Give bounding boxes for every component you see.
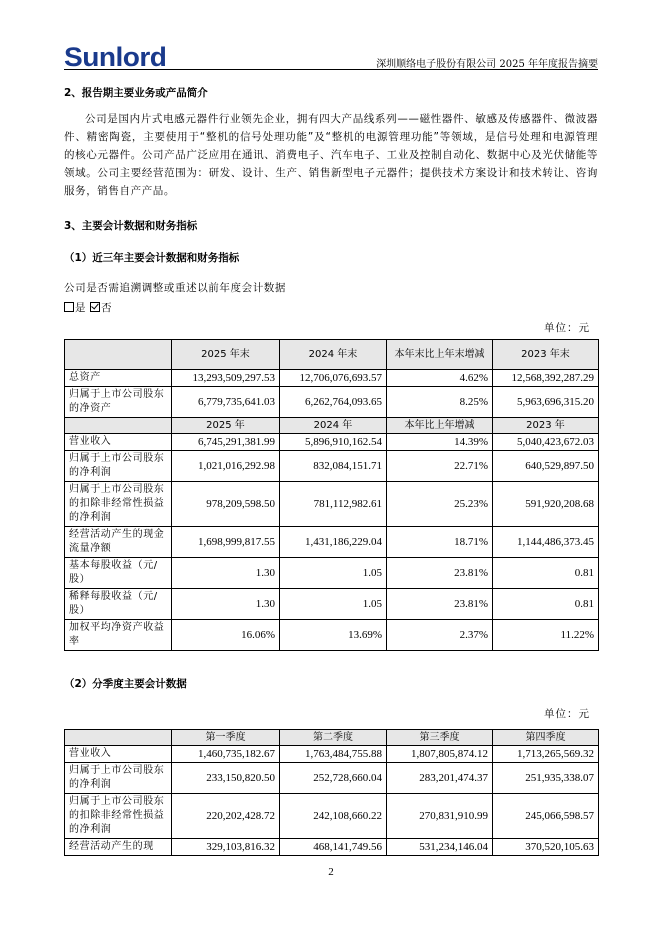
page-number: 2 <box>328 866 334 878</box>
table-cell: 12,706,076,693.57 <box>280 370 387 387</box>
row-label: 稀释每股收益（元/股） <box>65 589 172 620</box>
table-cell: 13.69% <box>280 620 387 651</box>
table-cell: 6,745,291,381.99 <box>172 434 280 451</box>
table-header-row <box>65 418 599 434</box>
column-header <box>65 418 172 434</box>
table-cell: 12,568,392,287.29 <box>493 370 599 387</box>
column-header: 2023 年末 <box>493 340 599 370</box>
table-cell: 23.81% <box>387 589 493 620</box>
table-cell: 832,084,151.71 <box>280 451 387 482</box>
table-row <box>65 839 599 856</box>
table-cell: 5,040,423,672.03 <box>493 434 599 451</box>
table-cell: 0.81 <box>493 589 599 620</box>
option-no-label: 否 <box>101 302 113 314</box>
table-cell: 4.62% <box>387 370 493 387</box>
table-cell: 283,201,474.37 <box>387 763 493 794</box>
row-label: 经营活动产生的现 <box>65 839 172 856</box>
table-cell: 245,066,598.57 <box>493 794 599 839</box>
quarterly-table <box>64 729 599 856</box>
table-header-row <box>65 340 599 370</box>
table-cell: 220,202,428.72 <box>172 794 280 839</box>
row-label: 归属于上市公司股东的净利润 <box>65 451 172 482</box>
company-logo: Sunlord <box>64 42 167 72</box>
table-cell: 13,293,509,297.53 <box>172 370 280 387</box>
table-cell: 1,807,805,874.12 <box>387 746 493 763</box>
table-cell: 242,108,660.22 <box>280 794 387 839</box>
table-cell: 2.37% <box>387 620 493 651</box>
table-cell: 531,234,146.04 <box>387 839 493 856</box>
table-row <box>65 620 599 651</box>
table-row <box>65 794 599 839</box>
table-cell: 370,520,105.63 <box>493 839 599 856</box>
table-cell: 25.23% <box>387 482 493 527</box>
checkbox-no[interactable] <box>90 302 100 312</box>
table-header-row <box>65 730 599 746</box>
row-label: 营业收入 <box>65 746 172 763</box>
table-cell: 591,920,208.68 <box>493 482 599 527</box>
column-header: 第一季度 <box>172 730 280 746</box>
table-cell: 6,779,735,641.03 <box>172 387 280 418</box>
table-cell: 5,896,910,162.54 <box>280 434 387 451</box>
annual-financial-table <box>64 339 599 651</box>
table-row <box>65 370 599 387</box>
table-cell: 640,529,897.50 <box>493 451 599 482</box>
row-label: 归属于上市公司股东的净利润 <box>65 763 172 794</box>
header-divider <box>64 69 598 70</box>
table-cell: 1.30 <box>172 589 280 620</box>
table-cell: 1,698,999,817.55 <box>172 527 280 558</box>
report-title: 深圳顺络电子股份有限公司 2025 年年度报告摘要 <box>376 59 598 70</box>
unit-label: 单位：元 <box>544 322 590 334</box>
business-paragraph: 公司是国内片式电感元器件行业领先企业，拥有四大产品线系列——磁性器件、敏感及传感器件、微波器件、精密陶瓷，主要使用于“整机的信号处理功能”及“整机的电源管理功能”等领域，是信号处理和电源管理的核心元器件。公司产品广泛应用在通讯、消费电子、汽车电子、工业及控制自动化、数据中心及光伏储能等领域。公司主要经营范围为：研发、设计、生产、销售新型电子元器件；提供技术方案设计和技术转让、咨询服务，销售自产产品。 <box>64 113 598 197</box>
section2-heading: 2、报告期主要业务或产品简介 <box>64 87 208 99</box>
column-header: 2025 年 <box>172 418 280 434</box>
sub1-heading: （1）近三年主要会计数据和财务指标 <box>64 252 240 264</box>
table-row <box>65 527 599 558</box>
retro-question: 公司是否需追溯调整或重述以前年度会计数据 <box>64 282 286 294</box>
row-label: 归属于上市公司股东的扣除非经常性损益的净利润 <box>65 794 172 839</box>
row-label: 加权平均净资产收益率 <box>65 620 172 651</box>
row-label: 归属于上市公司股东的扣除非经常性损益的净利润 <box>65 482 172 527</box>
column-header: 第四季度 <box>493 730 599 746</box>
column-header: 第二季度 <box>280 730 387 746</box>
table-cell: 1.05 <box>280 589 387 620</box>
table-cell: 1,144,486,373.45 <box>493 527 599 558</box>
column-header: 本年比上年增减 <box>387 418 493 434</box>
row-label: 总资产 <box>65 370 172 387</box>
table-row <box>65 482 599 527</box>
table-cell: 11.22% <box>493 620 599 651</box>
table-cell: 14.39% <box>387 434 493 451</box>
column-header: 2025 年末 <box>172 340 280 370</box>
table-cell: 6,262,764,093.65 <box>280 387 387 418</box>
table-cell: 1,713,265,569.32 <box>493 746 599 763</box>
table-cell: 1.05 <box>280 558 387 589</box>
table-cell: 251,935,338.07 <box>493 763 599 794</box>
option-yes-label: 是 <box>75 302 87 314</box>
column-header: 2024 年末 <box>280 340 387 370</box>
sub2-heading: （2）分季度主要会计数据 <box>64 678 187 690</box>
row-label: 经营活动产生的现金流量净额 <box>65 527 172 558</box>
column-header: 2023 年 <box>493 418 599 434</box>
table-cell: 22.71% <box>387 451 493 482</box>
table-row <box>65 558 599 589</box>
table-cell: 8.25% <box>387 387 493 418</box>
row-label: 营业收入 <box>65 434 172 451</box>
table-cell: 16.06% <box>172 620 280 651</box>
row-label: 基本每股收益（元/股） <box>65 558 172 589</box>
table-cell: 1.30 <box>172 558 280 589</box>
unit-label-2: 单位：元 <box>544 708 590 720</box>
table-cell: 270,831,910.99 <box>387 794 493 839</box>
table-cell: 1,021,016,292.98 <box>172 451 280 482</box>
column-header <box>65 730 172 746</box>
table-cell: 329,103,816.32 <box>172 839 280 856</box>
table-cell: 23.81% <box>387 558 493 589</box>
table-cell: 468,141,749.56 <box>280 839 387 856</box>
column-header: 第三季度 <box>387 730 493 746</box>
table-cell: 1,431,186,229.04 <box>280 527 387 558</box>
table-cell: 781,112,982.61 <box>280 482 387 527</box>
table-cell: 0.81 <box>493 558 599 589</box>
table-row <box>65 387 599 418</box>
table-cell: 5,963,696,315.20 <box>493 387 599 418</box>
table-row <box>65 434 599 451</box>
table-cell: 1,763,484,755.88 <box>280 746 387 763</box>
table-cell: 233,150,820.50 <box>172 763 280 794</box>
table-cell: 18.71% <box>387 527 493 558</box>
column-header: 2024 年 <box>280 418 387 434</box>
table-cell: 978,209,598.50 <box>172 482 280 527</box>
table-cell: 252,728,660.04 <box>280 763 387 794</box>
table-cell: 1,460,735,182.67 <box>172 746 280 763</box>
table-row <box>65 746 599 763</box>
checkbox-yes[interactable] <box>64 302 74 312</box>
section3-heading: 3、主要会计数据和财务指标 <box>64 220 198 232</box>
table-row <box>65 589 599 620</box>
retro-options <box>64 300 112 315</box>
column-header: 本年末比上年末增减 <box>387 340 493 370</box>
table-row <box>65 763 599 794</box>
row-label: 归属于上市公司股东的净资产 <box>65 387 172 418</box>
table-row <box>65 451 599 482</box>
column-header <box>65 340 172 370</box>
